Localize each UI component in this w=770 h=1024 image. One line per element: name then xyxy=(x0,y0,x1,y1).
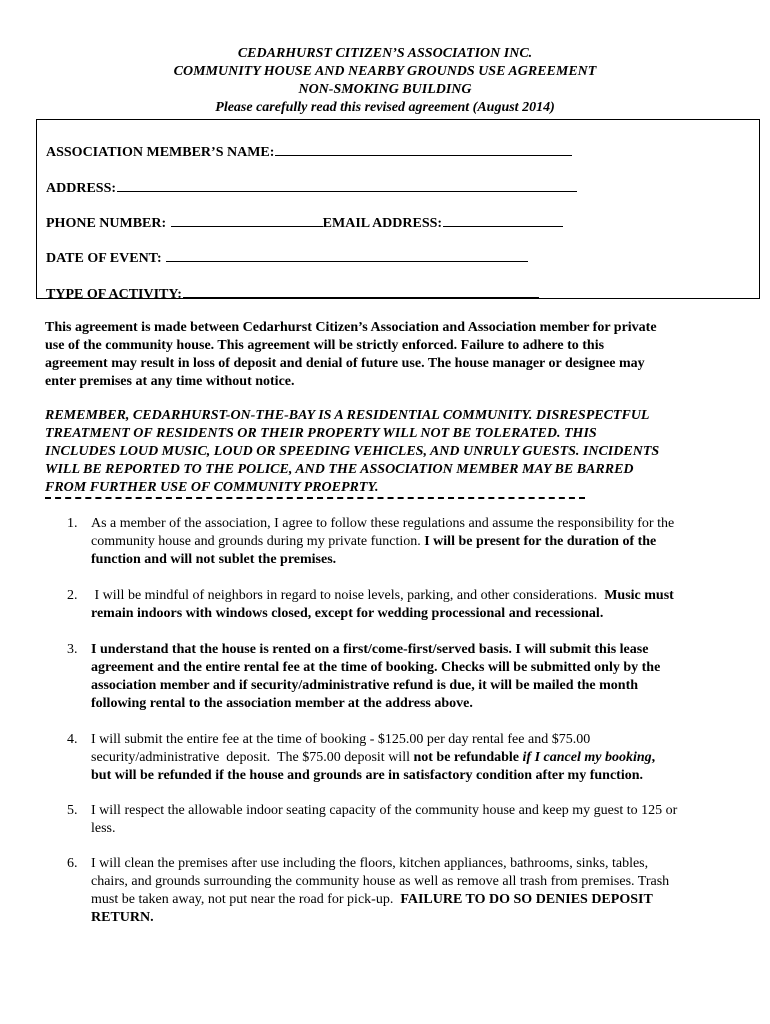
member-name-field[interactable] xyxy=(275,141,572,156)
phone-email-row xyxy=(46,212,563,233)
email-label: EMAIL ADDRESS: xyxy=(322,216,443,231)
phone-field[interactable] xyxy=(171,212,323,227)
building-note: NON-SMOKING BUILDING xyxy=(298,82,472,97)
rule-line: I will clean the premises after use including the floors, kitchen appliances, bathrooms, sinks, tables, xyxy=(91,856,649,871)
rule-number: 2. xyxy=(67,588,78,603)
rule-emphasis: FAILURE TO DO SO DENIES DEPOSIT xyxy=(400,892,653,907)
address-field[interactable] xyxy=(117,177,577,192)
rule-text xyxy=(91,515,767,569)
revision-note: Please carefully read this revised agreement (August 2014) xyxy=(215,100,555,115)
rule-number: 5. xyxy=(67,803,78,818)
warning-line: FROM FURTHER USE OF COMMUNITY PROEPRTY. xyxy=(45,480,379,495)
activity-type-field[interactable] xyxy=(183,283,539,298)
activity-type-row xyxy=(46,283,539,304)
rule-text xyxy=(91,802,767,838)
warning-line: REMEMBER, CEDARHURST-ON-THE-BAY IS A RESIDENTIAL COMMUNITY. DISRESPECTFUL xyxy=(45,408,650,423)
rule-line xyxy=(91,891,767,909)
member-name-row xyxy=(46,141,572,162)
intro-line: use of the community house. This agreement will be strictly enforced. Failure to adhere to this xyxy=(45,338,605,353)
document-header xyxy=(0,45,770,117)
rule-line: chairs, and grounds surrounding the community house as well as remove all trash from premises. Trash xyxy=(91,874,670,889)
rule-text xyxy=(91,855,767,927)
rule-emphasis-line: remain indoors with windows closed, except for wedding processional and recessional. xyxy=(91,606,604,621)
rule-emphasis-line: function and will not sublet the premises. xyxy=(91,552,337,567)
rule-line: I will submit the entire fee at the time of booking - $125.00 per day rental fee and $75.00 xyxy=(91,732,591,747)
rule-number: 3. xyxy=(67,642,78,657)
rule-number: 1. xyxy=(67,516,78,531)
rule-text-span: must be taken away, not put near the road for pick-up. xyxy=(91,892,401,907)
rule-line: As a member of the association, I agree to follow these regulations and assume the responsibility for the xyxy=(91,516,675,531)
warning-line: TREATMENT OF RESIDENTS OR THEIR PROPERTY WILL NOT BE TOLERATED. THIS xyxy=(45,426,597,441)
rule-text xyxy=(91,641,767,713)
rule-line xyxy=(91,533,767,551)
warning-paragraph xyxy=(45,407,745,497)
rule-emphasis-italic: if I cancel my booking xyxy=(522,750,652,765)
address-row xyxy=(46,177,577,198)
phone-label: PHONE NUMBER: xyxy=(46,216,167,231)
rule-text-span: I will be mindful of neighbors in regard to noise levels, parking, and other considerations. xyxy=(91,588,605,603)
agreement-title: COMMUNITY HOUSE AND NEARBY GROUNDS USE AGREEMENT xyxy=(173,64,597,79)
rule-emphasis: , xyxy=(651,750,656,765)
warning-line: INCLUDES LOUD MUSIC, LOUD OR SPEEDING VEHICLES, AND UNRULY GUESTS. INCIDENTS xyxy=(45,444,660,459)
member-info-form xyxy=(36,119,760,302)
rule-emphasis-line: but will be refunded if the house and grounds are in satisfactory condition after my function. xyxy=(91,768,644,783)
activity-type-label: TYPE OF ACTIVITY: xyxy=(46,287,182,302)
intro-paragraph xyxy=(45,319,745,391)
event-date-row xyxy=(46,247,528,268)
rule-line: less. xyxy=(91,821,116,836)
rule-number: 6. xyxy=(67,856,78,871)
rule-text-span: security/administrative deposit. The $75.00 deposit will xyxy=(91,750,414,765)
rule-text xyxy=(91,731,767,785)
rule-emphasis-line: RETURN. xyxy=(91,910,154,925)
rule-emphasis: Music must xyxy=(604,588,674,603)
member-name-label: ASSOCIATION MEMBER’S NAME: xyxy=(46,145,275,160)
event-date-field[interactable] xyxy=(166,247,528,262)
address-label: ADDRESS: xyxy=(46,181,117,196)
intro-line: This agreement is made between Cedarhurst Citizen’s Association and Association member for private xyxy=(45,320,657,335)
dashed-divider xyxy=(45,497,585,502)
rule-line: I understand that the house is rented on a first/come-first/served basis. I will submit this lease xyxy=(91,642,649,657)
rule-number: 4. xyxy=(67,732,78,747)
rule-emphasis: I will be present for the duration of the xyxy=(424,534,657,549)
rule-emphasis: not be refundable xyxy=(413,750,523,765)
rule-line: agreement and the entire rental fee at the time of booking. Checks will be submitted only by the xyxy=(91,660,661,675)
intro-line: enter premises at any time without notice. xyxy=(45,374,295,389)
rule-line xyxy=(91,587,767,605)
rule-line: association member and if security/administrative refund is due, it will be mailed the month xyxy=(91,678,639,693)
rule-line: following rental to the association member at the address above. xyxy=(91,696,473,711)
intro-line: agreement may result in loss of deposit and denial of future use. The house manager or designee may xyxy=(45,356,645,371)
association-title: CEDARHURST CITIZEN’S ASSOCIATION INC. xyxy=(237,46,533,61)
event-date-label: DATE OF EVENT: xyxy=(46,251,162,266)
email-field[interactable] xyxy=(443,212,563,227)
warning-line: WILL BE REPORTED TO THE POLICE, AND THE ASSOCIATION MEMBER MAY BE BARRED xyxy=(45,462,634,477)
rule-text-span: community house and grounds during my private function. xyxy=(91,534,425,549)
rule-line: I will respect the allowable indoor seating capacity of the community house and keep my guest to 125 or xyxy=(91,803,678,818)
rule-line xyxy=(91,749,767,767)
rule-text xyxy=(91,587,767,623)
